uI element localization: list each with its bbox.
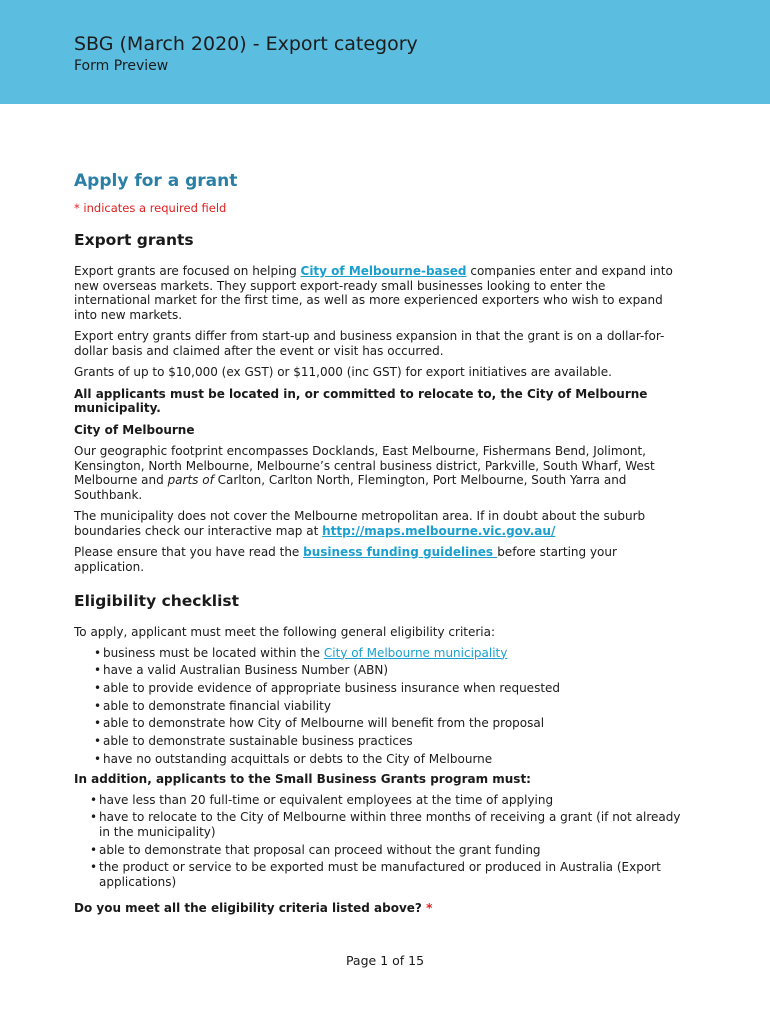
bullet-icon: • bbox=[94, 680, 102, 695]
required-note: * indicates a required field bbox=[74, 201, 227, 215]
bullet-icon: • bbox=[94, 733, 102, 748]
guidelines-paragraph bbox=[74, 545, 684, 574]
eligibility-question bbox=[74, 901, 684, 916]
text: before starting your application. bbox=[74, 545, 617, 574]
location-requirement: All applicants must be located in, or committed to relocate to, the City of Melbourne municipality. bbox=[74, 386, 648, 415]
text: able to demonstrate that proposal can proceed without the grant funding bbox=[99, 842, 541, 857]
bullet-icon: • bbox=[94, 716, 102, 731]
form-subtitle: Form Preview bbox=[74, 58, 169, 74]
city-of-melbourne-heading: City of Melbourne bbox=[74, 422, 195, 437]
list-item bbox=[74, 699, 684, 714]
bullet-icon: • bbox=[94, 751, 102, 766]
text: have to relocate to the City of Melbourne within three months of receiving a grant (if not already in the municipality) bbox=[99, 810, 681, 839]
required-star: * bbox=[426, 901, 433, 916]
text: Export grants are focused on helping bbox=[74, 264, 301, 278]
municipality-paragraph bbox=[74, 509, 684, 538]
list-item bbox=[74, 843, 684, 858]
additional-criteria-list bbox=[74, 793, 684, 890]
export-entry-paragraph: Export entry grants differ from start-up and business expansion in that the grant is on a dollar-for-dollar basis and claimed after the event or visit has occurred. bbox=[74, 329, 665, 358]
text: have less than 20 full-time or equivalent employees at the time of applying bbox=[99, 792, 554, 807]
bullet-icon: • bbox=[90, 860, 98, 875]
bullet-icon: • bbox=[94, 645, 102, 660]
text: able to demonstrate how City of Melbourne will benefit from the proposal bbox=[103, 716, 545, 731]
maps-link[interactable]: http://maps.melbourne.vic.gov.au/ bbox=[322, 523, 556, 538]
bullet-icon: • bbox=[90, 810, 98, 825]
city-of-melbourne-based-link[interactable]: City of Melbourne-based bbox=[300, 264, 467, 278]
text: able to demonstrate sustainable business practices bbox=[103, 733, 413, 748]
form-content bbox=[74, 170, 684, 916]
bullet-icon: • bbox=[90, 792, 98, 807]
list-item bbox=[74, 752, 684, 767]
text: able to provide evidence of appropriate business insurance when requested bbox=[103, 680, 561, 695]
form-title: SBG (March 2020) - Export category bbox=[74, 33, 418, 55]
apply-heading: Apply for a grant bbox=[74, 171, 238, 191]
eligibility-checklist-heading: Eligibility checklist bbox=[74, 592, 240, 610]
text: the product or service to be exported must be manufactured or produced in Australia (Export applications) bbox=[99, 860, 661, 889]
business-funding-guidelines-link[interactable]: business funding guidelines bbox=[303, 545, 498, 559]
additional-requirements-heading: In addition, applicants to the Small Business Grants program must: bbox=[74, 772, 531, 787]
bullet-icon: • bbox=[94, 698, 102, 713]
question-text: Do you meet all the eligibility criteria listed above? bbox=[74, 901, 427, 916]
eligibility-intro: To apply, applicant must meet the following general eligibility criteria: bbox=[74, 625, 496, 639]
text: business must be located within the bbox=[103, 645, 324, 660]
list-item bbox=[74, 663, 684, 678]
list-item bbox=[74, 793, 684, 808]
bullet-icon: • bbox=[90, 842, 98, 857]
text: The municipality does not cover the Melbourne metropolitan area. If in doubt about the suburb boundaries check our interactive map at bbox=[74, 509, 646, 538]
list-item bbox=[74, 716, 684, 731]
text: able to demonstrate financial viability bbox=[103, 698, 331, 713]
list-item bbox=[74, 860, 684, 889]
text: companies enter and expand into new overseas markets. They support export-ready small businesses looking to enter the international market for the first time, as well as more experienced exporters who wish to expand into new markets. bbox=[74, 264, 673, 322]
italic-text: parts of bbox=[167, 473, 214, 487]
text: Carlton, Carlton North, Flemington, Port Melbourne, South Yarra and Southbank. bbox=[74, 473, 627, 502]
text: have no outstanding acquittals or debts to the City of Melbourne bbox=[103, 751, 493, 766]
text: Please ensure that you have read the bbox=[74, 545, 304, 559]
list-item bbox=[74, 681, 684, 696]
bullet-icon: • bbox=[94, 663, 102, 678]
list-item bbox=[74, 646, 684, 661]
export-grants-heading: Export grants bbox=[74, 231, 194, 249]
page-number: Page 1 of 15 bbox=[345, 953, 425, 968]
list-item bbox=[74, 734, 684, 749]
list-item bbox=[74, 810, 684, 839]
text: have a valid Australian Business Number (ABN) bbox=[103, 663, 389, 678]
city-of-melbourne-municipality-link[interactable]: City of Melbourne municipality bbox=[323, 645, 508, 660]
page-header bbox=[0, 0, 770, 104]
geographic-footprint-paragraph bbox=[74, 444, 684, 502]
eligibility-criteria-list bbox=[74, 646, 684, 767]
grant-amount-paragraph: Grants of up to $10,000 (ex GST) or $11,000 (inc GST) for export initiatives are available. bbox=[74, 365, 612, 379]
text: Our geographic footprint encompasses Docklands, East Melbourne, Fishermans Bend, Jolimont, Kensington, North Melbourne, Melbourne’s central business district, Parkville, South Wharf, West Melbourne and bbox=[74, 444, 655, 487]
export-intro-paragraph bbox=[74, 264, 684, 322]
